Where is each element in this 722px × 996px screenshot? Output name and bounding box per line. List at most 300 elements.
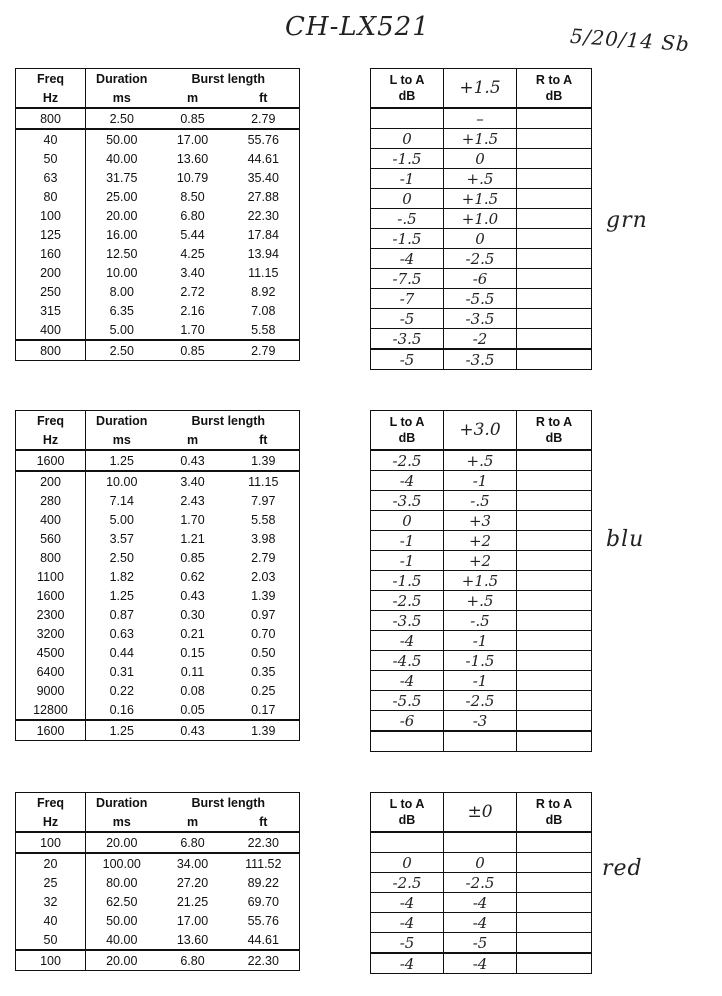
r-to-a-value bbox=[517, 691, 592, 711]
offset-adjusted-value: -2.5 bbox=[444, 691, 517, 711]
result-row bbox=[371, 108, 592, 129]
section-label-green: grn bbox=[606, 208, 648, 233]
m-unit: m bbox=[158, 88, 228, 108]
table-row bbox=[16, 832, 300, 853]
table-row bbox=[16, 168, 300, 187]
l-to-a-value: -4 bbox=[371, 249, 444, 269]
l-to-a-value: -4 bbox=[371, 953, 444, 974]
result-row bbox=[371, 591, 592, 611]
table-row bbox=[16, 282, 300, 301]
l-to-a-header bbox=[371, 793, 444, 833]
r-to-a-value bbox=[517, 611, 592, 631]
result-row bbox=[371, 129, 592, 149]
freq-cell: 3200 bbox=[16, 624, 86, 643]
freq-cell: 50 bbox=[16, 149, 86, 168]
meters-cell: 10.79 bbox=[176, 170, 209, 185]
feet-cell: 55.76 bbox=[228, 911, 300, 930]
feet-cell: 111.52 bbox=[228, 853, 300, 873]
freq-cell: 50 bbox=[16, 930, 86, 950]
duration-cell: 0.22 bbox=[109, 683, 134, 698]
duration-cell: 1.25 bbox=[86, 720, 158, 741]
feet-cell: 0.50 bbox=[228, 643, 300, 662]
duration-cell: 20.00 bbox=[106, 208, 138, 223]
offset-adjusted-value: 0 bbox=[444, 229, 517, 249]
freq-header: Freq bbox=[16, 411, 86, 431]
feet-cell: 27.88 bbox=[228, 187, 300, 206]
result-row bbox=[371, 349, 592, 370]
table-row bbox=[16, 605, 300, 624]
meters-cell: 1.70 bbox=[180, 322, 205, 337]
meters-cell: 6.80 bbox=[158, 950, 228, 971]
r-to-a-value bbox=[517, 491, 592, 511]
offset-adjusted-value bbox=[444, 832, 517, 853]
l-to-a-value: -2.5 bbox=[371, 450, 444, 471]
spec-table-green bbox=[15, 68, 300, 361]
freq-cell: 1600 bbox=[16, 586, 86, 605]
feet-cell: 17.84 bbox=[228, 225, 300, 244]
l-to-a-value: -1 bbox=[371, 169, 444, 189]
duration-cell: 1.82 bbox=[109, 569, 134, 584]
duration-cell: 0.16 bbox=[109, 702, 134, 717]
section-label-red: red bbox=[602, 856, 643, 881]
r-to-a-value bbox=[517, 149, 592, 169]
l-to-a-value bbox=[371, 108, 444, 129]
r-to-a-value bbox=[517, 249, 592, 269]
feet-cell: 2.03 bbox=[228, 567, 300, 586]
freq-cell: 80 bbox=[16, 187, 86, 206]
table-row bbox=[16, 567, 300, 586]
result-row bbox=[371, 671, 592, 691]
feet-cell: 13.94 bbox=[228, 244, 300, 263]
r-to-a-value bbox=[517, 832, 592, 853]
db-unit: dB bbox=[398, 431, 416, 445]
freq-cell: 40 bbox=[16, 911, 86, 930]
l-to-a-value: -3.5 bbox=[371, 611, 444, 631]
offset-adjusted-value: +1.5 bbox=[444, 571, 517, 591]
r-to-a-value bbox=[517, 591, 592, 611]
offset-adjusted-value: -2.5 bbox=[444, 249, 517, 269]
meters-cell: 0.85 bbox=[158, 340, 228, 361]
duration-cell: 5.00 bbox=[109, 322, 134, 337]
feet-cell: 5.58 bbox=[228, 320, 300, 340]
r-to-a-header bbox=[517, 411, 592, 451]
r-to-a-value bbox=[517, 873, 592, 893]
table-row bbox=[16, 529, 300, 548]
offset-value: ±0 bbox=[444, 793, 517, 833]
result-row bbox=[371, 189, 592, 209]
l-to-a-value: 0 bbox=[371, 853, 444, 873]
result-row bbox=[371, 289, 592, 309]
burst-length-header: Burst length bbox=[158, 69, 300, 89]
meters-cell: 6.80 bbox=[180, 208, 205, 223]
offset-adjusted-value: +3 bbox=[444, 511, 517, 531]
db-unit: dB bbox=[398, 813, 416, 827]
freq-cell: 63 bbox=[16, 168, 86, 187]
offset-adjusted-value: +.5 bbox=[444, 169, 517, 189]
duration-cell: 62.50 bbox=[106, 894, 138, 909]
offset-adjusted-value: -1 bbox=[444, 471, 517, 491]
result-row bbox=[371, 873, 592, 893]
meters-cell: 3.40 bbox=[180, 474, 205, 489]
feet-cell: 0.25 bbox=[228, 681, 300, 700]
freq-cell: 2300 bbox=[16, 605, 86, 624]
offset-adjusted-value: -1 bbox=[444, 671, 517, 691]
feet-cell: 1.39 bbox=[228, 720, 300, 741]
feet-cell: 7.97 bbox=[228, 491, 300, 510]
l-to-a-value: -3.5 bbox=[371, 329, 444, 350]
result-row bbox=[371, 832, 592, 853]
freq-cell: 800 bbox=[16, 108, 86, 129]
feet-cell: 11.15 bbox=[228, 471, 300, 491]
result-row bbox=[371, 209, 592, 229]
l-to-a-value: -4 bbox=[371, 471, 444, 491]
duration-cell: 20.00 bbox=[86, 950, 158, 971]
offset-adjusted-value: -4 bbox=[444, 953, 517, 974]
r-to-a-value bbox=[517, 671, 592, 691]
l-to-a-value: -5 bbox=[371, 349, 444, 370]
feet-cell: 0.35 bbox=[228, 662, 300, 681]
offset-adjusted-value: -4 bbox=[444, 913, 517, 933]
meters-cell: 0.05 bbox=[180, 702, 205, 717]
r-to-a-label: R to A bbox=[535, 797, 573, 811]
ms-unit: ms bbox=[86, 812, 158, 832]
meters-cell: 34.00 bbox=[176, 856, 209, 871]
offset-adjusted-value: +1.0 bbox=[444, 209, 517, 229]
freq-cell: 25 bbox=[16, 873, 86, 892]
result-row bbox=[371, 511, 592, 531]
feet-cell: 22.30 bbox=[228, 206, 300, 225]
m-unit: m bbox=[158, 812, 228, 832]
result-row bbox=[371, 329, 592, 350]
feet-cell: 7.08 bbox=[228, 301, 300, 320]
offset-adjusted-value: -1.5 bbox=[444, 651, 517, 671]
duration-cell: 3.57 bbox=[109, 531, 134, 546]
meters-cell: 6.80 bbox=[158, 832, 228, 853]
meters-cell: 5.44 bbox=[180, 227, 205, 242]
freq-cell: 12800 bbox=[16, 700, 86, 720]
results-table-green bbox=[370, 68, 592, 370]
table-row bbox=[16, 720, 300, 741]
meters-cell: 3.40 bbox=[180, 265, 205, 280]
r-to-a-value bbox=[517, 953, 592, 974]
m-unit: m bbox=[158, 430, 228, 450]
meters-cell: 13.60 bbox=[176, 932, 209, 947]
l-to-a-value: -1.5 bbox=[371, 571, 444, 591]
duration-cell: 16.00 bbox=[106, 227, 138, 242]
hz-unit: Hz bbox=[16, 430, 86, 450]
db-unit: dB bbox=[545, 813, 563, 827]
spec-table-blue bbox=[15, 410, 300, 741]
feet-cell: 1.39 bbox=[228, 450, 300, 471]
meters-cell: 2.43 bbox=[180, 493, 205, 508]
r-to-a-value bbox=[517, 450, 592, 471]
results-table-red bbox=[370, 792, 592, 974]
l-to-a-value: -2.5 bbox=[371, 591, 444, 611]
meters-cell: 0.21 bbox=[180, 626, 205, 641]
l-to-a-value: -4.5 bbox=[371, 651, 444, 671]
result-row bbox=[371, 531, 592, 551]
meters-cell: 0.11 bbox=[180, 664, 205, 679]
table-row bbox=[16, 225, 300, 244]
table-row bbox=[16, 548, 300, 567]
l-to-a-value: -4 bbox=[371, 671, 444, 691]
result-row bbox=[371, 691, 592, 711]
duration-cell: 50.00 bbox=[106, 913, 138, 928]
table-row bbox=[16, 491, 300, 510]
result-row bbox=[371, 551, 592, 571]
date-signature: 5/20/14 Sb bbox=[569, 23, 691, 57]
offset-adjusted-value: – bbox=[444, 108, 517, 129]
freq-cell: 160 bbox=[16, 244, 86, 263]
duration-cell: 0.44 bbox=[109, 645, 134, 660]
freq-cell: 1100 bbox=[16, 567, 86, 586]
offset-adjusted-value: 0 bbox=[444, 853, 517, 873]
l-to-a-value: -7 bbox=[371, 289, 444, 309]
table-row bbox=[16, 187, 300, 206]
hz-unit: Hz bbox=[16, 812, 86, 832]
r-to-a-label: R to A bbox=[535, 73, 573, 87]
feet-cell: 0.97 bbox=[228, 605, 300, 624]
offset-adjusted-value: -2 bbox=[444, 329, 517, 350]
meters-cell: 13.60 bbox=[176, 151, 209, 166]
offset-adjusted-value: +2 bbox=[444, 551, 517, 571]
meters-cell: 1.21 bbox=[180, 531, 205, 546]
feet-cell: 69.70 bbox=[228, 892, 300, 911]
r-to-a-value bbox=[517, 531, 592, 551]
freq-cell: 400 bbox=[16, 510, 86, 529]
table-row bbox=[16, 244, 300, 263]
duration-cell: 0.87 bbox=[109, 607, 134, 622]
meters-cell: 0.85 bbox=[158, 108, 228, 129]
ms-unit: ms bbox=[86, 430, 158, 450]
duration-cell: 100.00 bbox=[102, 856, 141, 871]
offset-adjusted-value: -4 bbox=[444, 893, 517, 913]
r-to-a-value bbox=[517, 108, 592, 129]
table-row bbox=[16, 206, 300, 225]
r-to-a-value bbox=[517, 511, 592, 531]
r-to-a-value bbox=[517, 651, 592, 671]
db-unit: dB bbox=[545, 431, 563, 445]
meters-cell: 2.16 bbox=[180, 303, 205, 318]
freq-cell: 100 bbox=[16, 832, 86, 853]
duration-header: Duration bbox=[86, 69, 158, 89]
offset-adjusted-value: -1 bbox=[444, 631, 517, 651]
ft-unit: ft bbox=[228, 812, 300, 832]
meters-cell: 0.30 bbox=[180, 607, 205, 622]
result-row bbox=[371, 853, 592, 873]
duration-cell: 40.00 bbox=[106, 932, 138, 947]
meters-cell: 17.00 bbox=[176, 913, 209, 928]
l-to-a-value: -3.5 bbox=[371, 491, 444, 511]
hz-unit: Hz bbox=[16, 88, 86, 108]
table-row bbox=[16, 662, 300, 681]
meters-cell: 2.72 bbox=[180, 284, 205, 299]
duration-cell: 50.00 bbox=[106, 132, 138, 147]
r-to-a-value bbox=[517, 893, 592, 913]
freq-header: Freq bbox=[16, 793, 86, 813]
feet-cell: 89.22 bbox=[228, 873, 300, 892]
section-label-blue: blu bbox=[606, 527, 645, 552]
result-row bbox=[371, 731, 592, 752]
freq-cell: 800 bbox=[16, 340, 86, 361]
l-to-a-label: L to A bbox=[389, 73, 425, 87]
meters-cell: 0.43 bbox=[180, 588, 205, 603]
r-to-a-value bbox=[517, 471, 592, 491]
table-row bbox=[16, 643, 300, 662]
freq-cell: 1600 bbox=[16, 720, 86, 741]
result-row bbox=[371, 913, 592, 933]
duration-cell: 0.31 bbox=[109, 664, 134, 679]
r-to-a-value bbox=[517, 853, 592, 873]
result-row bbox=[371, 491, 592, 511]
result-row bbox=[371, 933, 592, 954]
l-to-a-value: -5.5 bbox=[371, 691, 444, 711]
offset-adjusted-value: -.5 bbox=[444, 491, 517, 511]
l-to-a-value: -5 bbox=[371, 933, 444, 954]
feet-cell: 35.40 bbox=[228, 168, 300, 187]
feet-cell: 0.70 bbox=[228, 624, 300, 643]
feet-cell: 55.76 bbox=[228, 129, 300, 149]
offset-adjusted-value: -.5 bbox=[444, 611, 517, 631]
freq-cell: 32 bbox=[16, 892, 86, 911]
l-to-a-header bbox=[371, 69, 444, 109]
meters-cell: 0.85 bbox=[180, 550, 205, 565]
l-to-a-value: -.5 bbox=[371, 209, 444, 229]
freq-cell: 100 bbox=[16, 950, 86, 971]
r-to-a-value bbox=[517, 349, 592, 370]
table-row bbox=[16, 320, 300, 340]
ms-unit: ms bbox=[86, 88, 158, 108]
l-to-a-label: L to A bbox=[389, 797, 425, 811]
duration-cell: 2.50 bbox=[86, 108, 158, 129]
offset-adjusted-value: +2 bbox=[444, 531, 517, 551]
meters-cell: 0.43 bbox=[158, 720, 228, 741]
db-unit: dB bbox=[398, 89, 416, 103]
results-table-blue bbox=[370, 410, 592, 752]
duration-header: Duration bbox=[86, 411, 158, 431]
duration-cell: 25.00 bbox=[106, 189, 138, 204]
table-row bbox=[16, 301, 300, 320]
result-row bbox=[371, 229, 592, 249]
meters-cell: 4.25 bbox=[180, 246, 205, 261]
r-to-a-value bbox=[517, 711, 592, 732]
l-to-a-label: L to A bbox=[389, 415, 425, 429]
offset-adjusted-value: +1.5 bbox=[444, 129, 517, 149]
duration-cell: 1.25 bbox=[86, 450, 158, 471]
offset-adjusted-value: -5.5 bbox=[444, 289, 517, 309]
freq-cell: 1600 bbox=[16, 450, 86, 471]
table-row bbox=[16, 911, 300, 930]
table-row bbox=[16, 892, 300, 911]
l-to-a-header bbox=[371, 411, 444, 451]
l-to-a-value: -2.5 bbox=[371, 873, 444, 893]
l-to-a-value: -6 bbox=[371, 711, 444, 732]
r-to-a-value bbox=[517, 329, 592, 350]
offset-value: +3.0 bbox=[444, 411, 517, 451]
offset-adjusted-value: 0 bbox=[444, 149, 517, 169]
duration-cell: 20.00 bbox=[86, 832, 158, 853]
meters-cell: 0.62 bbox=[180, 569, 205, 584]
freq-cell: 280 bbox=[16, 491, 86, 510]
result-row bbox=[371, 611, 592, 631]
duration-cell: 2.50 bbox=[109, 550, 134, 565]
freq-cell: 315 bbox=[16, 301, 86, 320]
freq-cell: 100 bbox=[16, 206, 86, 225]
duration-cell: 10.00 bbox=[106, 265, 138, 280]
table-row bbox=[16, 853, 300, 873]
l-to-a-value: -5 bbox=[371, 309, 444, 329]
r-to-a-value bbox=[517, 731, 592, 752]
offset-adjusted-value: -5 bbox=[444, 933, 517, 954]
r-to-a-value bbox=[517, 551, 592, 571]
freq-cell: 9000 bbox=[16, 681, 86, 700]
r-to-a-value bbox=[517, 129, 592, 149]
feet-cell: 3.98 bbox=[228, 529, 300, 548]
result-row bbox=[371, 309, 592, 329]
burst-length-header: Burst length bbox=[158, 411, 300, 431]
duration-cell: 0.63 bbox=[109, 626, 134, 641]
r-to-a-value bbox=[517, 571, 592, 591]
r-to-a-value bbox=[517, 229, 592, 249]
table-row bbox=[16, 471, 300, 491]
duration-cell: 1.25 bbox=[109, 588, 134, 603]
freq-cell: 20 bbox=[16, 853, 86, 873]
result-row bbox=[371, 249, 592, 269]
r-to-a-value bbox=[517, 189, 592, 209]
ft-unit: ft bbox=[228, 88, 300, 108]
freq-cell: 560 bbox=[16, 529, 86, 548]
l-to-a-value: -7.5 bbox=[371, 269, 444, 289]
feet-cell: 2.79 bbox=[228, 340, 300, 361]
table-row bbox=[16, 108, 300, 129]
offset-adjusted-value: +1.5 bbox=[444, 189, 517, 209]
offset-adjusted-value: -3 bbox=[444, 711, 517, 732]
burst-length-header: Burst length bbox=[158, 793, 300, 813]
result-row bbox=[371, 471, 592, 491]
feet-cell: 5.58 bbox=[228, 510, 300, 529]
offset-adjusted-value: -3.5 bbox=[444, 309, 517, 329]
table-row bbox=[16, 450, 300, 471]
l-to-a-value: -4 bbox=[371, 631, 444, 651]
feet-cell: 1.39 bbox=[228, 586, 300, 605]
offset-value: +1.5 bbox=[444, 69, 517, 109]
l-to-a-value: -4 bbox=[371, 893, 444, 913]
feet-cell: 2.79 bbox=[228, 108, 300, 129]
meters-cell: 27.20 bbox=[176, 875, 209, 890]
table-row bbox=[16, 624, 300, 643]
table-row bbox=[16, 129, 300, 149]
offset-adjusted-value: -6 bbox=[444, 269, 517, 289]
freq-cell: 800 bbox=[16, 548, 86, 567]
table-row bbox=[16, 700, 300, 720]
offset-adjusted-value: +.5 bbox=[444, 591, 517, 611]
freq-cell: 40 bbox=[16, 129, 86, 149]
l-to-a-value: -1 bbox=[371, 531, 444, 551]
r-to-a-header bbox=[517, 793, 592, 833]
result-row bbox=[371, 711, 592, 732]
result-row bbox=[371, 571, 592, 591]
table-row bbox=[16, 950, 300, 971]
feet-cell: 8.92 bbox=[228, 282, 300, 301]
table-row bbox=[16, 510, 300, 529]
feet-cell: 11.15 bbox=[228, 263, 300, 282]
feet-cell: 22.30 bbox=[228, 832, 300, 853]
offset-adjusted-value bbox=[444, 731, 517, 752]
r-to-a-header bbox=[517, 69, 592, 109]
freq-cell: 6400 bbox=[16, 662, 86, 681]
db-unit: dB bbox=[545, 89, 563, 103]
freq-cell: 4500 bbox=[16, 643, 86, 662]
